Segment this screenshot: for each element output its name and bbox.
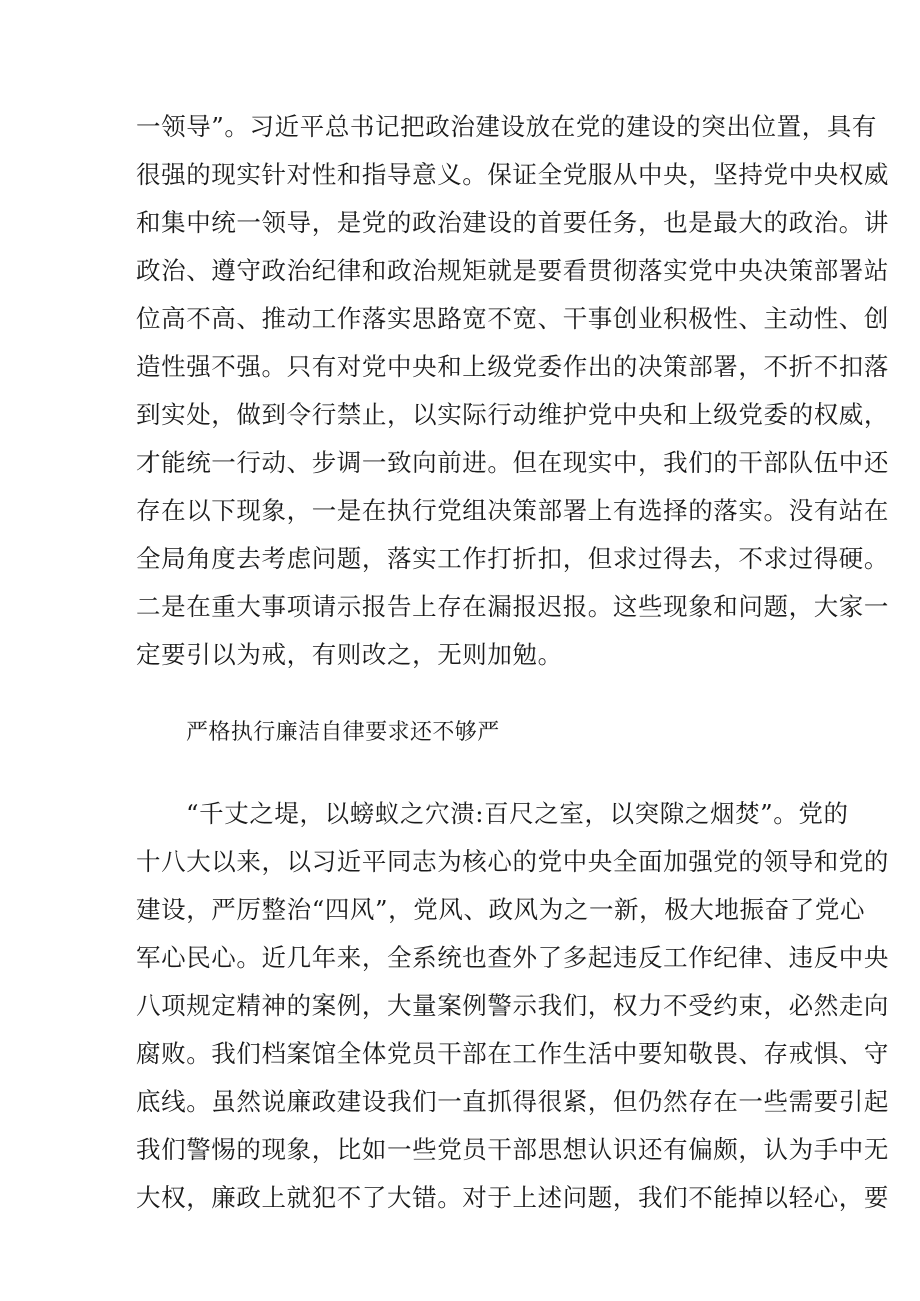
paragraph-2-line: 军心民心。近几年来，全系统也查外了多起违反工作纪律、违反中央 [136,943,889,972]
paragraph-1-line: 定要引以为戒，有则改之，无则加勉。 [136,640,563,669]
paragraph-2-line: “千丈之堤，以螃蚁之穴溃:百尺之室，以突隙之烟焚”。党的 [186,799,849,828]
paragraph-1-line: 存在以下现象，一是在执行党组决策部署上有选择的落实。没有站在 [136,496,889,525]
paragraph-1-line: 政治、遵守政治纪律和政治规矩就是要看贯彻落实党中央决策部署站 [136,256,889,285]
paragraph-1-line: 二是在重大事项请示报告上存在漏报迟报。这些现象和问题，大家一 [136,592,889,621]
paragraph-1-line: 造性强不强。只有对党中央和上级党委作出的决策部署，不折不扣落 [136,352,889,381]
paragraph-2-line: 八项规定精神的案例，大量案例警示我们，权力不受约束，必然走向 [136,991,889,1020]
paragraph-1-line: 才能统一行动、步调一致向前进。但在现实中，我们的干部队伍中还 [136,448,889,477]
paragraph-1-line: 全局角度去考虑问题，落实工作打折扣，但求过得去，不求过得硬。 [136,544,889,573]
paragraph-2-line: 大权，廉政上就犯不了大错。对于上述问题，我们不能掉以轻心，要 [136,1183,889,1212]
section-heading: 严格执行廉洁自律要求还不够严 [186,720,500,745]
paragraph-2-line: 腐败。我们档案馆全体党员干部在工作生活中要知敬畏、存戒惧、守 [136,1039,889,1068]
paragraph-2-line: 十八大以来，以习近平同志为核心的党中央全面加强党的领导和党的 [136,847,889,876]
paragraph-1-line: 到实处，做到令行禁止，以实际行动维护党中央和上级党委的权威， [136,400,889,429]
paragraph-1-line: 位高不高、推动工作落实思路宽不宽、干事创业积极性、主动性、创 [136,304,889,333]
paragraph-1-line: 很强的现实针对性和指导意义。保证全党服从中央，坚持党中央权威 [136,160,889,189]
paragraph-2-line: 建设，严厉整治“四风”，党风、政风为之一新，极大地振奋了党心 [136,895,866,924]
paragraph-1-line: 一领导”。习近平总书记把政治建设放在党的建设的突出位置，具有 [136,112,878,141]
paragraph-2-line: 我们警惕的现象，比如一些党员干部思想认识还有偏颇，认为手中无 [136,1135,889,1164]
paragraph-2-line: 底线。虽然说廉政建设我们一直抓得很紧，但仍然存在一些需要引起 [136,1087,889,1116]
paragraph-1-line: 和集中统一领导，是党的政治建设的首要任务，也是最大的政治。讲 [136,208,889,237]
